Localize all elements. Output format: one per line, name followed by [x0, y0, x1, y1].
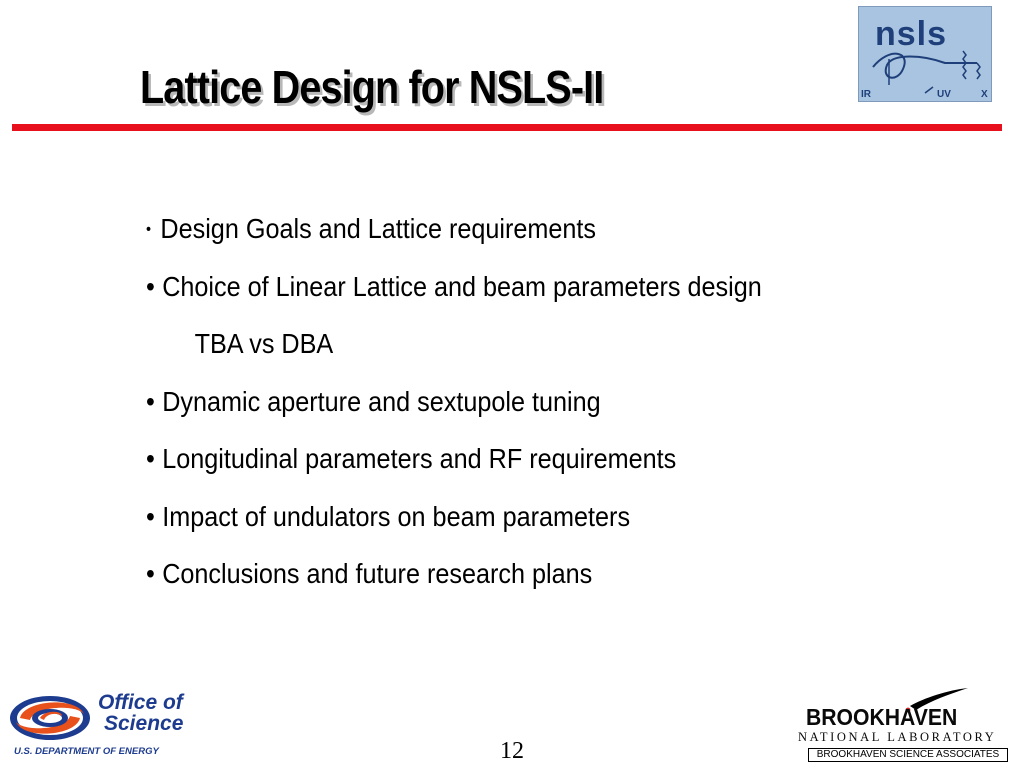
bullet-glyph: •: [146, 500, 155, 532]
bullet-item-linear-lattice: [146, 268, 762, 326]
bullet-item-dynamic-aperture: [146, 383, 762, 441]
bullet-glyph: •: [146, 443, 155, 474]
sub-item-tba-vs-dba: [146, 325, 762, 383]
bullet-glyph: •: [146, 221, 152, 238]
office-of-science-logo: [6, 690, 216, 760]
office-line: Office of: [98, 691, 183, 714]
nsls-label-x: X: [981, 89, 988, 100]
bullet-text: Impact of undulators on beam parameters: [162, 500, 631, 532]
science-line: Science: [104, 712, 184, 735]
nsls-label-uv: UV: [937, 89, 951, 100]
nsls-label-ir: IR: [861, 89, 871, 100]
svg-text:nsls: nsls: [875, 15, 948, 53]
doe-swirl-logo-icon: [6, 690, 96, 746]
brookhaven-logo: [798, 688, 1010, 764]
bullet-glyph: •: [146, 558, 155, 589]
title-divider: [12, 124, 1002, 131]
page-number: 12: [500, 738, 524, 764]
sub-item-text: TBA vs DBA: [194, 328, 334, 359]
bullet-text: Dynamic aperture and sextupole tuning: [162, 385, 601, 417]
bullet-list: [146, 210, 830, 613]
national-laboratory-text: NATIONAL LABORATORY: [798, 730, 997, 744]
nsls-logo: [858, 6, 992, 102]
bullet-glyph: •: [146, 270, 155, 302]
slide-title: Lattice Design for NSLS-II: [140, 61, 604, 113]
bullet-item-design-goals: [146, 210, 762, 268]
bullet-item-undulators: [146, 498, 762, 556]
bullet-item-conclusions: [146, 555, 762, 613]
doe-agency-text: U.S. DEPARTMENT OF ENERGY: [14, 746, 159, 757]
office-of-science-wordmark: [98, 692, 183, 734]
bullet-text: Choice of Linear Lattice and beam parameters design: [162, 270, 762, 302]
bullet-glyph: •: [146, 385, 155, 417]
bullet-item-longitudinal: [146, 440, 762, 498]
science-associates-box: BROOKHAVEN SCIENCE ASSOCIATES: [808, 748, 1008, 762]
bullet-text: Design Goals and Lattice requirements: [160, 213, 597, 244]
brookhaven-wordmark: BROOKHAVEN: [806, 704, 958, 730]
nsls-logo-icon: [859, 7, 992, 102]
bullet-text: Longitudinal parameters and RF requirements: [162, 443, 677, 474]
bullet-text: Conclusions and future research plans: [162, 558, 593, 589]
